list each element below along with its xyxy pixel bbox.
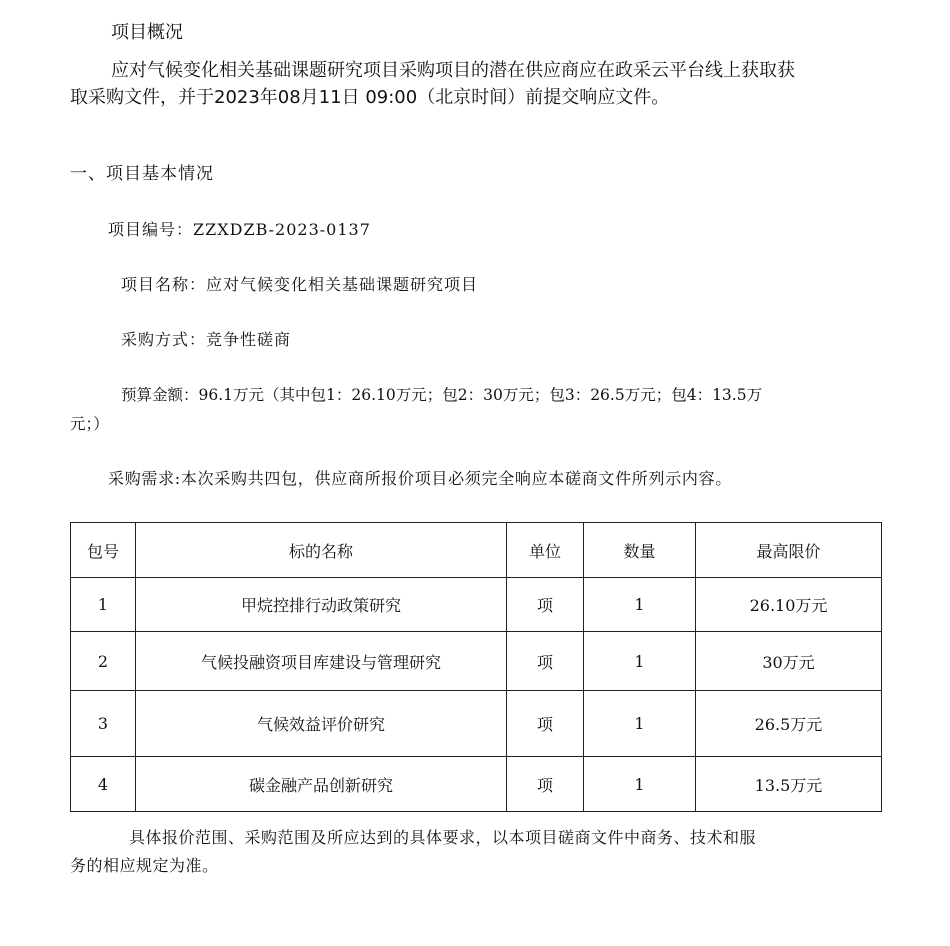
max-price-cell: 30万元 xyxy=(696,632,882,691)
item-name-cell: 气候效益评价研究 xyxy=(136,691,507,757)
max-price-cell: 26.10万元 xyxy=(696,578,882,632)
section-title: 一、项目基本情况 xyxy=(70,164,214,184)
budget-amount-continued: 元；） xyxy=(70,415,109,433)
header-unit: 单位 xyxy=(507,523,584,578)
footer-note-line: 具体报价范围、采购范围及所应达到的具体要求，以本项目磋商文件中商务、技术和服 xyxy=(129,828,757,847)
quantity-cell: 1 xyxy=(584,757,696,812)
unit-cell: 项 xyxy=(507,632,584,691)
table-row xyxy=(71,757,882,812)
table-row xyxy=(71,632,882,691)
procurement-method: 采购方式：竞争性磋商 xyxy=(121,330,292,349)
item-name-cell: 碳金融产品创新研究 xyxy=(136,757,507,812)
header-package-number: 包号 xyxy=(71,523,136,578)
package-number-cell: 3 xyxy=(71,691,136,757)
max-price-cell: 13.5万元 xyxy=(696,757,882,812)
quantity-cell: 1 xyxy=(584,691,696,757)
table-row xyxy=(71,691,882,757)
max-price-cell: 26.5万元 xyxy=(696,691,882,757)
unit-cell: 项 xyxy=(507,691,584,757)
item-name-cell: 气候投融资项目库建设与管理研究 xyxy=(136,632,507,691)
unit-cell: 项 xyxy=(507,757,584,812)
footer-note-line: 务的相应规定为准。 xyxy=(70,856,219,875)
table-header-row xyxy=(71,523,882,578)
overview-heading: 项目概况 xyxy=(111,22,183,43)
procurement-requirement: 采购需求:本次采购共四包，供应商所报价项目必须完全响应本磋商文件所列示内容。 xyxy=(108,469,732,488)
package-table xyxy=(70,522,882,812)
project-name: 项目名称：应对气候变化相关基础课题研究项目 xyxy=(121,275,479,294)
unit-cell: 项 xyxy=(507,578,584,632)
project-number: 项目编号：ZZXDZB-2023-0137 xyxy=(108,220,371,239)
header-quantity: 数量 xyxy=(584,523,696,578)
overview-paragraph-line: 应对气候变化相关基础课题研究项目采购项目的潜在供应商应在政采云平台线上获取获 xyxy=(111,60,795,81)
package-number-cell: 4 xyxy=(71,757,136,812)
quantity-cell: 1 xyxy=(584,632,696,691)
item-name-cell: 甲烷控排行动政策研究 xyxy=(136,578,507,632)
package-number-cell: 2 xyxy=(71,632,136,691)
header-max-price: 最高限价 xyxy=(696,523,882,578)
budget-amount: 预算金额：96.1万元（其中包1：26.10万元；包2：30万元；包3：26.5万元；包4：13.5万 xyxy=(121,386,763,404)
header-item-name: 标的名称 xyxy=(136,523,507,578)
package-number-cell: 1 xyxy=(71,578,136,632)
quantity-cell: 1 xyxy=(584,578,696,632)
table-row xyxy=(71,578,882,632)
overview-paragraph-line: 取采购文件，并于2023年08月11日 09:00（北京时间）前提交响应文件。 xyxy=(70,87,670,108)
